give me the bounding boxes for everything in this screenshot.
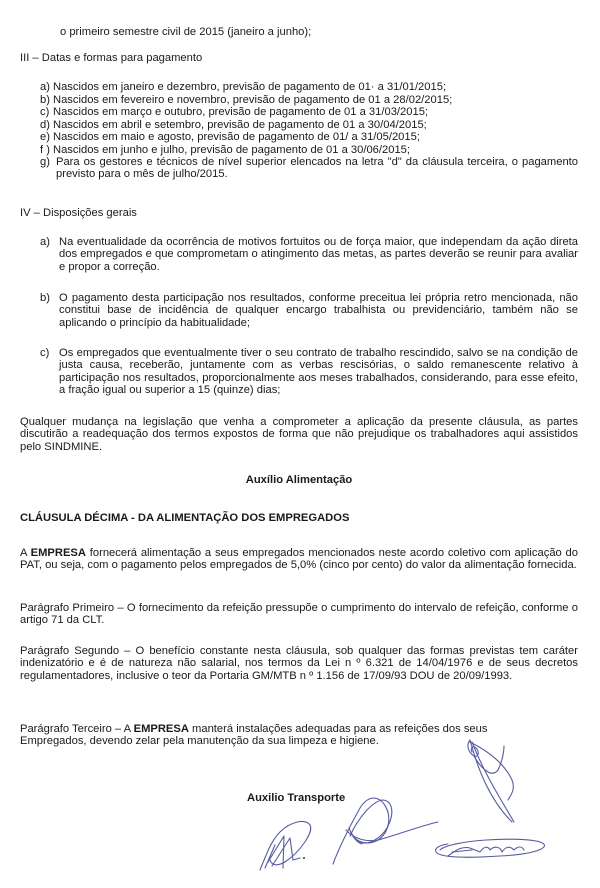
item-text: Nascidos em maio e agosto, previsão de pagamento de 01/ a 31/05/2015;: [53, 131, 420, 143]
section-heading-alimentacao: Auxílio Alimentação: [245, 474, 353, 486]
item-text: Nascidos em junho e julho, previsão de pagamento de 01 a 30/06/2015;: [53, 143, 411, 156]
company-name: EMPRESA: [133, 723, 189, 735]
item-label: g): [40, 156, 50, 168]
item-label: a): [40, 236, 50, 248]
item-label: d): [40, 118, 50, 131]
item-text: Os empregados que eventualmente tiver o seu contrato de trabalho rescindido, salvo se na condição de justa causa, receberão, juntamente com as verbas rescisórias, o saldo remanescente relativo à participação nos resultados, proporcionalmente aos meses trabalhados, considerando, para esse efeito, a fração igual ou superior a 15 (quinze) dias;: [59, 347, 578, 396]
item-text: Nascidos em abril e setembro, previsão de pagamento de 01 a 30/04/2015;: [53, 118, 427, 131]
closing-paragraph: Qualquer mudança na legislação que venha a comprometer a aplicação da presente cláusula, as partes discutirão a readequação dos termos expostos de forma que não prejudique os trabalhadores aqui assistidos pelo SINDMINE.: [20, 416, 578, 453]
signature-4: [436, 839, 545, 857]
section-heading-transporte: Auxilio Transporte: [247, 792, 346, 804]
signature-1: [260, 821, 311, 870]
item-label: e): [40, 131, 50, 143]
paragrafo-terceiro-prefix: Parágrafo Terceiro – A: [20, 723, 134, 735]
item-text: Nascidos em janeiro e dezembro, previsão de pagamento de 01· a 31/01/2015;: [53, 81, 447, 93]
clause-body-prefix: A: [20, 547, 31, 559]
clause-title: CLÁUSULA DÉCIMA - DA ALIMENTAÇÃO DOS EMPREGADOS: [20, 512, 350, 524]
paragrafo-terceiro-line1: manterá instalações adequadas para as refeições dos seus: [188, 723, 488, 735]
signature-3: [468, 740, 514, 822]
item-text: Nascidos em março e outubro, previsão de pagamento de 01 a 31/03/2015;: [53, 106, 429, 118]
item-text: Para os gestores e técnicos de nível superior elencados na letra "d" da cláusula terceira, o pagamento previsto para o mês de julho/2015.: [56, 156, 578, 181]
item-label: c): [40, 347, 50, 359]
item-text: O pagamento desta participação nos resultados, conforme preceitua lei própria retro mencionada, não constitui base de incidência de qualquer encargo trabalhista ou previdenciário, também não se aplicando o princípio da habitualidade;: [59, 292, 578, 329]
section-iv-heading: IV – Disposições gerais: [20, 207, 137, 219]
item-label: f ): [40, 143, 50, 156]
item-label: a): [40, 81, 50, 93]
continuation-line: o primeiro semestre civil de 2015 (janeiro a junho);: [60, 26, 312, 38]
paragrafo-primeiro: Parágrafo Primeiro – O fornecimento da refeição pressupõe o cumprimento do intervalo de refeição, conforme o artigo 71 da CLT.: [20, 602, 578, 627]
item-label: c): [40, 106, 50, 118]
paragrafo-terceiro-line2: Empregados, devendo zelar pela manutenção da sua limpeza e higiene.: [20, 735, 379, 748]
paragrafo-segundo: Parágrafo Segundo – O benefício constante nesta cláusula, sob qualquer das formas previstas tem caráter indenizatório e é de natureza não salarial, nos termos da Lei n º 6.321 de 14/04/1976 e de seus decretos regulamentadores, inclusive o teor da Portaria GM/MTB n º 1.156 de 17/09/93 DOU de 20/09/1993.: [20, 645, 578, 682]
item-label: b): [40, 292, 50, 304]
item-text: Nascidos em fevereiro e novembro, previsão de pagamento de 01 a 28/02/2015;: [53, 93, 453, 106]
company-name: EMPRESA: [30, 547, 86, 559]
signature-2: [333, 798, 438, 864]
item-label: b): [40, 93, 50, 106]
clause-body-text: fornecerá alimentação a seus empregados mencionados neste acordo coletivo com aplicação do PAT, ou seja, com o pagamento pelos empregados de 5,0% (cinco por cento) do valor da alimentação fornecida.: [20, 547, 578, 572]
section-iii-heading: III – Datas e formas para pagamento: [20, 52, 203, 64]
item-text: Na eventualidade da ocorrência de motivos fortuitos ou de força maior, que independam da ação direta dos empregados e que comprometam o atingimento das metas, as partes deverão se reunir para avaliar e propor a correção.: [59, 236, 578, 273]
